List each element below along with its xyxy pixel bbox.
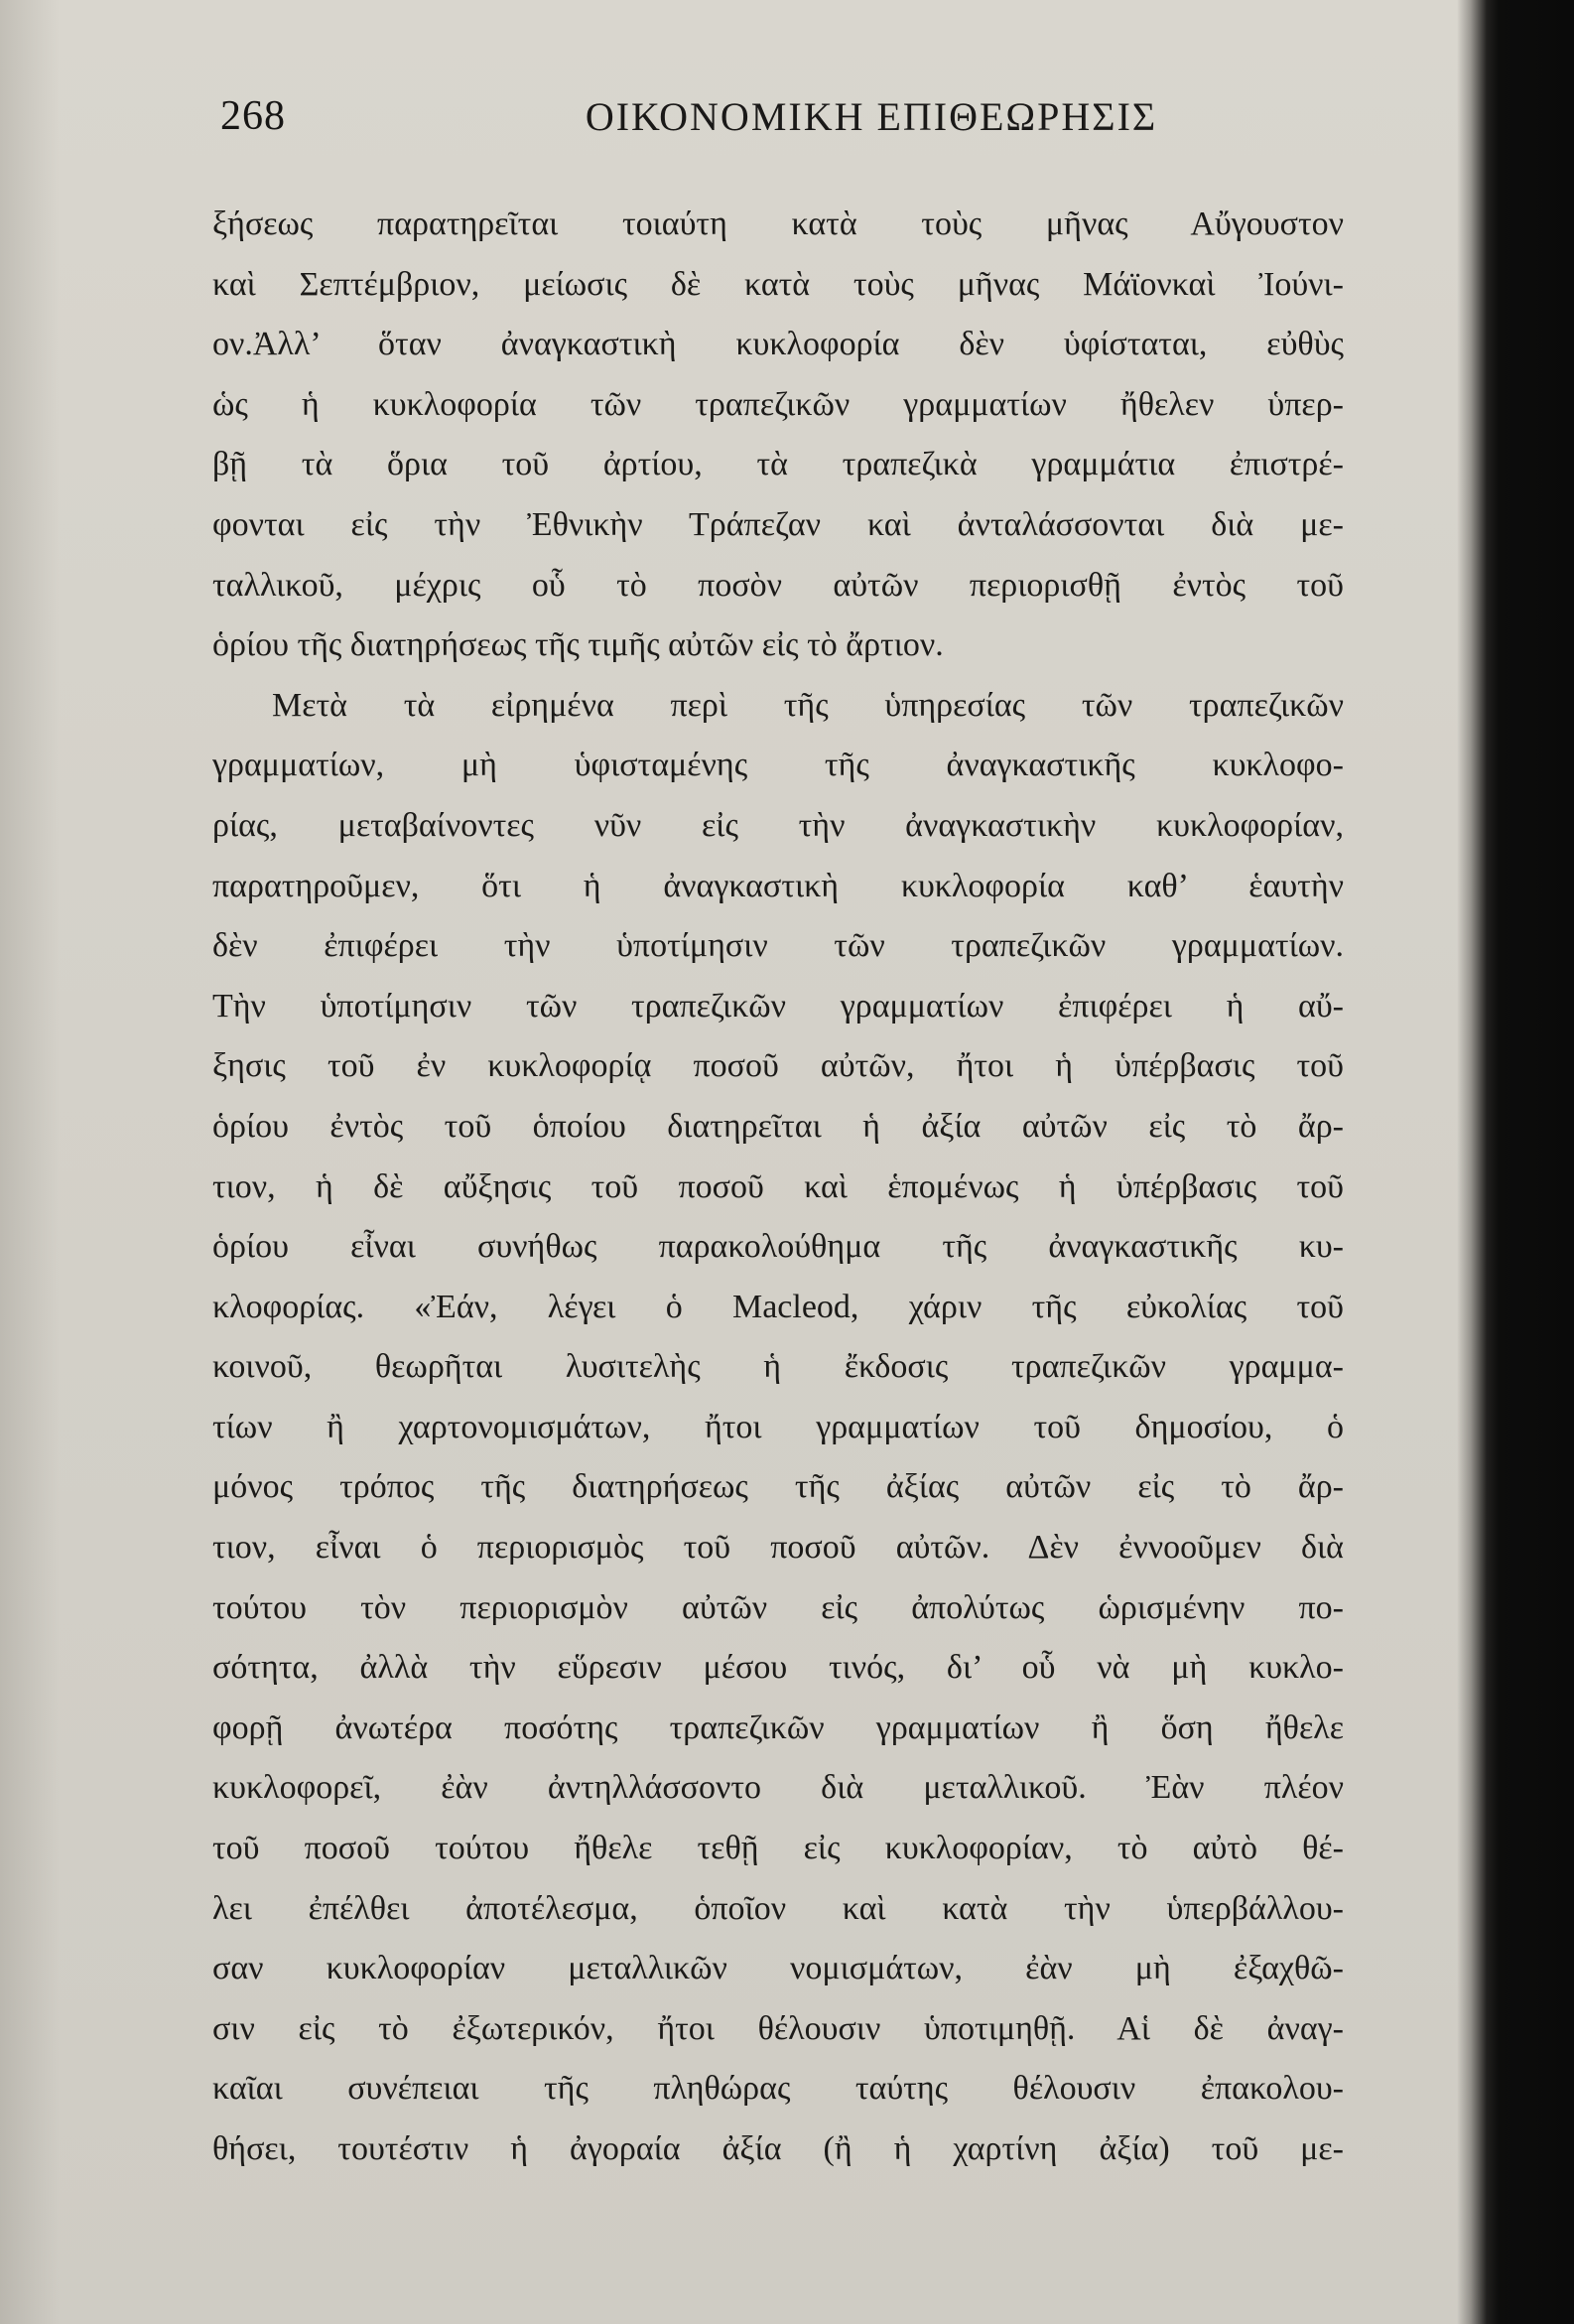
text-line: δὲν ἐπιφέρει τὴν ὑποτίμησιν τῶν τραπεζικῶν γραμματίων. bbox=[212, 927, 1344, 965]
paragraph-start-line: Μετὰ τὰ εἰρημένα περὶ τῆς ὑπηρεσίας τῶν τραπεζικῶν bbox=[272, 686, 1344, 724]
text-line: ξησις τοῦ ἐν κυκλοφορίᾳ ποσοῦ αὐτῶν, ἤτοι ἡ ὑπέρβασις τοῦ bbox=[212, 1047, 1344, 1085]
text-line: ον.Ἀλλ’ ὅταν ἀναγκαστικὴ κυκλοφορία δὲν ὑφίσταται, εὐθὺς bbox=[212, 326, 1344, 363]
text-line: καῖαι συνέπειαι τῆς πληθώρας ταύτης θέλουσιν ἐπακολου- bbox=[212, 2070, 1344, 2108]
text-line: τιον, εἶναι ὁ περιορισμὸς τοῦ ποσοῦ αὐτῶν. Δὲν ἐννοοῦμεν διὰ bbox=[212, 1529, 1344, 1567]
text-line: Τὴν ὑποτίμησιν τῶν τραπεζικῶν γραμματίων ἐπιφέρει ἡ αὔ- bbox=[212, 987, 1344, 1025]
running-title: ΟΙΚΟΝΟΜΙΚΗ ΕΠΙΘΕΩΡΗΣΙΣ bbox=[585, 94, 1158, 139]
text-line: κυκλοφορεῖ, ἐὰν ἀντηλλάσσοντο διὰ μεταλλικοῦ. Ἐὰν πλέον bbox=[212, 1769, 1344, 1807]
text-line: βῇ τὰ ὅρια τοῦ ἀρτίου, τὰ τραπεζικὰ γραμμάτια ἐπιστρέ- bbox=[212, 446, 1344, 483]
text-line: σαν κυκλοφορίαν μεταλλικῶν νομισμάτων, ἐὰν μὴ ἐξαχθῶ- bbox=[212, 1950, 1344, 1987]
text-line: τοῦ ποσοῦ τούτου ἤθελε τεθῇ εἰς κυκλοφορίαν, τὸ αὐτὸ θέ- bbox=[212, 1830, 1344, 1867]
text-line: παρατηροῦμεν, ὅτι ἡ ἀναγκαστικὴ κυκλοφορία καθ’ ἑαυτὴν bbox=[212, 867, 1344, 904]
text-line: φονται εἰς τὴν Ἐθνικὴν Τράπεζαν καὶ ἀνταλάσσονται διὰ με- bbox=[212, 505, 1344, 543]
text-line: ὁρίου εἶναι συνήθως παρακολούθημα τῆς ἀναγκαστικῆς κυ- bbox=[212, 1228, 1344, 1266]
text-line: κοινοῦ, θεωρῆται λυσιτελὴς ἡ ἔκδοσις τραπεζικῶν γραμμα- bbox=[212, 1348, 1344, 1386]
text-line: ὡς ἡ κυκλοφορία τῶν τραπεζικῶν γραμματίων ἤθελεν ὑπερ- bbox=[212, 385, 1344, 423]
page-edge-shadow bbox=[1457, 0, 1574, 2324]
body-text bbox=[212, 195, 1344, 2180]
text-line: ὁρίου ἐντὸς τοῦ ὁποίου διατηρεῖται ἡ ἀξία αὐτῶν εἰς τὸ ἄρ- bbox=[212, 1107, 1344, 1145]
text-line: ταλλικοῦ, μέχρις οὗ τὸ ποσὸν αὐτῶν περιορισθῇ ἐντὸς τοῦ bbox=[212, 566, 1344, 604]
text-line: τούτου τὸν περιορισμὸν αὐτῶν εἰς ἀπολύτως ὡρισμένην πο- bbox=[212, 1588, 1344, 1626]
text-line: καὶ Σεπτέμβριον, μείωσις δὲ κατὰ τοὺς μῆνας Μάϊονκαὶ Ἰούνι- bbox=[212, 265, 1344, 303]
text-line: σότητα, ἀλλὰ τὴν εὕρεσιν μέσου τινός, δι’ οὗ νὰ μὴ κυκλο- bbox=[212, 1649, 1344, 1687]
text-line: θήσει, τουτέστιν ἡ ἀγοραία ἀξία (ἢ ἡ χαρτίνη ἀξία) τοῦ με- bbox=[212, 2130, 1344, 2167]
paragraph-end-line: ὁρίου τῆς διατηρήσεως τῆς τιμῆς αὐτῶν εἰς τὸ ἄρτιον. bbox=[212, 626, 944, 664]
text-line: τίων ἢ χαρτονομισμάτων, ἤτοι γραμματίων τοῦ δημοσίου, ὁ bbox=[212, 1408, 1344, 1445]
text-line: κλοφορίας. «Ἐάν, λέγει ὁ Macleod, χάριν τῆς εὐκολίας τοῦ bbox=[212, 1288, 1344, 1325]
text-line: σιν εἰς τὸ ἐξωτερικόν, ἤτοι θέλουσιν ὑποτιμηθῇ. Αἱ δὲ ἀναγ- bbox=[212, 2009, 1344, 2047]
text-line: ξήσεως παρατηρεῖται τοιαύτη κατὰ τοὺς μῆνας Αὔγουστον bbox=[212, 205, 1344, 242]
text-line: γραμματίων, μὴ ὑφισταμένης τῆς ἀναγκαστικῆς κυκλοφο- bbox=[212, 747, 1344, 784]
text-line: τιον, ἡ δὲ αὔξησις τοῦ ποσοῦ καὶ ἑπομένως ἡ ὑπέρβασις τοῦ bbox=[212, 1167, 1344, 1205]
text-line: φορῇ ἀνωτέρα ποσότης τραπεζικῶν γραμματίων ἢ ὅση ἤθελε bbox=[212, 1709, 1344, 1746]
text-line: λει ἐπέλθει ἀποτέλεσμα, ὁποῖον καὶ κατὰ τὴν ὑπερβάλλου- bbox=[212, 1889, 1344, 1927]
text-line: μόνος τρόπος τῆς διατηρήσεως τῆς ἀξίας αὐτῶν εἰς τὸ ἄρ- bbox=[212, 1468, 1344, 1506]
text-line: ρίας, μεταβαίνοντες νῦν εἰς τὴν ἀναγκαστικὴν κυκλοφορίαν, bbox=[212, 806, 1344, 844]
page-number: 268 bbox=[220, 93, 286, 139]
